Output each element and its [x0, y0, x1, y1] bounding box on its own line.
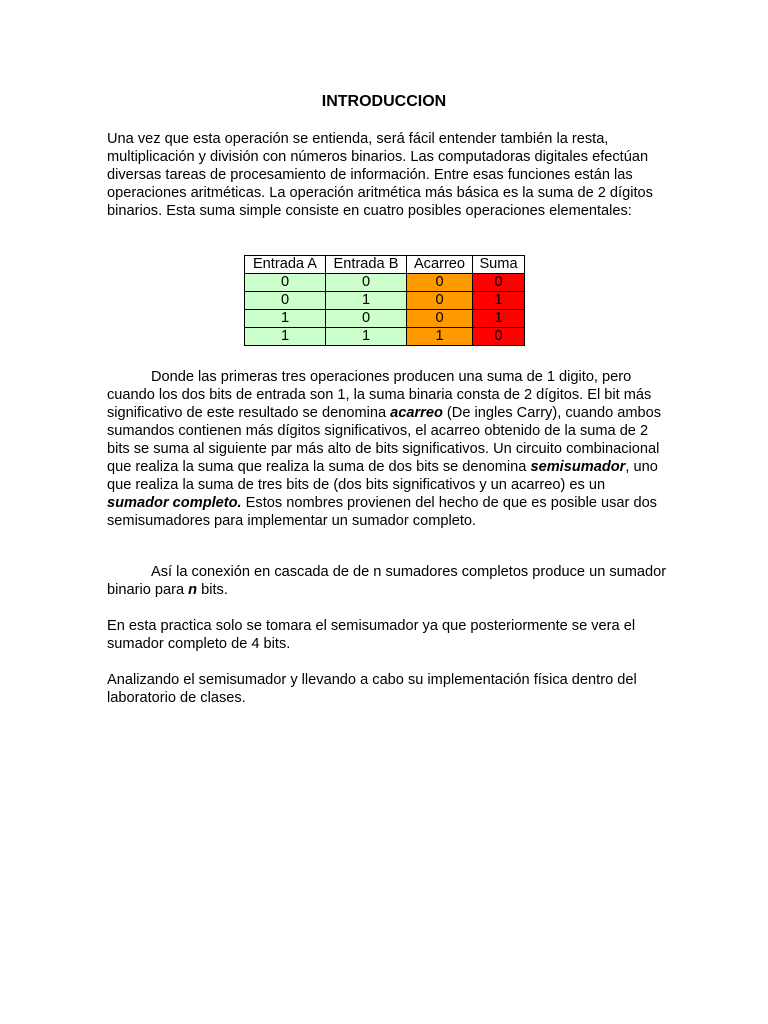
cell-suma: 1 — [473, 292, 525, 310]
cell-entrada-b: 1 — [326, 328, 407, 346]
term-sumador-completo: sumador completo. — [107, 495, 242, 511]
cell-entrada-a: 0 — [245, 292, 326, 310]
analysis-paragraph: Analizando el semisumador y llevando a cabo su implementación física dentro del laboratorio de clases. — [107, 672, 637, 706]
table-row — [245, 328, 525, 346]
term-n: n — [188, 582, 198, 598]
cell-entrada-b: 0 — [326, 310, 407, 328]
header-acarreo: Acarreo — [407, 256, 473, 274]
cascade-text-2: bits. — [197, 582, 228, 598]
page-title: INTRODUCCION — [321, 93, 447, 110]
cascade-paragraph — [107, 563, 667, 599]
term-acarreo: acarreo — [390, 405, 443, 421]
cell-entrada-b: 0 — [326, 274, 407, 292]
explanation-text-2: (De ingles Carry), cuando ambos sumandos contienen más dígitos significativos, el acarreo obtenido de la suma de 2 bits se suma al siguiente par más alto de bits significativos. Un circuito combinacional que realiza la suma que realiza la suma de dos bits se denomina — [107, 405, 662, 475]
cell-entrada-a: 1 — [245, 328, 326, 346]
table-row — [245, 310, 525, 328]
cell-acarreo: 0 — [407, 292, 473, 310]
cell-entrada-b: 1 — [326, 292, 407, 310]
cell-entrada-a: 1 — [245, 310, 326, 328]
cell-suma: 1 — [473, 310, 525, 328]
table-header-row — [245, 256, 525, 274]
cell-acarreo: 0 — [407, 310, 473, 328]
intro-paragraph: Una vez que esta operación se entienda, será fácil entender también la resta, multiplicación y división con números binarios. Las computadoras digitales efectúan diversas tareas de procesamiento de información. Entre esas funciones están las operaciones aritméticas. La operación aritmética más básica es la suma de 2 dígitos binarios. Esta suma simple consiste en cuatro posibles operaciones elementales: — [107, 131, 653, 219]
cell-acarreo: 0 — [407, 274, 473, 292]
header-entrada-a: Entrada A — [245, 256, 326, 274]
cell-entrada-a: 0 — [245, 274, 326, 292]
cell-suma: 0 — [473, 274, 525, 292]
explanation-text-1: Donde las primeras tres operaciones producen una suma de 1 digito, pero cuando los dos bits de entrada son 1, la suma binaria consta de 2 dígitos. El bit más significativo de este resultado se denomina — [107, 369, 652, 421]
cell-acarreo: 1 — [407, 328, 473, 346]
header-entrada-b: Entrada B — [326, 256, 407, 274]
header-suma: Suma — [473, 256, 525, 274]
explanation-paragraph — [107, 368, 667, 530]
cell-suma: 0 — [473, 328, 525, 346]
truth-table — [244, 255, 525, 346]
table-row — [245, 274, 525, 292]
explanation-text-4: Estos nombres provienen del hecho de que es posible usar dos semisumadores para implementar un sumador completo. — [107, 495, 657, 529]
table-row — [245, 292, 525, 310]
practice-paragraph: En esta practica solo se tomara el semisumador ya que posteriormente se vera el sumador completo de 4 bits. — [107, 618, 636, 652]
explanation-text-3: , uno que realiza la suma de tres bits de (dos bits significativos y un acarreo) es un — [107, 459, 658, 493]
term-semisumador: semisumador — [530, 459, 626, 475]
cascade-text-1: Así la conexión en cascada de de n sumadores completos produce un sumador binario para — [107, 564, 667, 598]
